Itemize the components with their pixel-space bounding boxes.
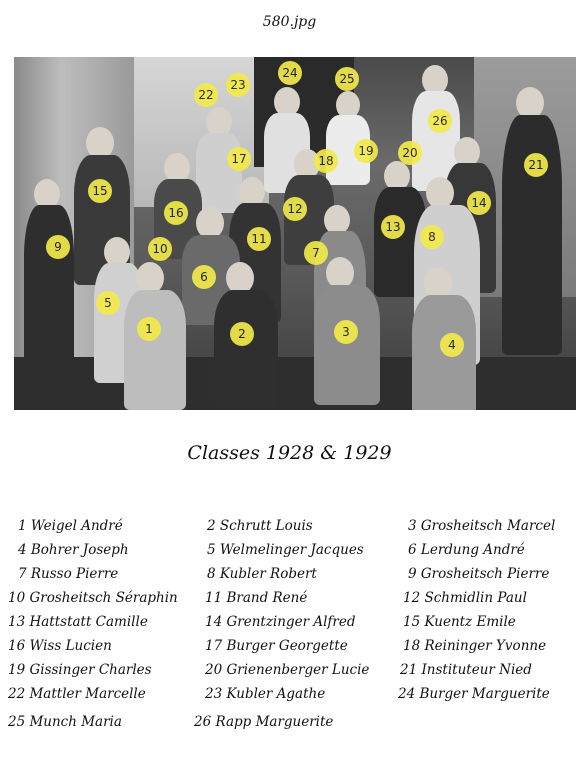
- person-number-badge: 5: [96, 291, 120, 315]
- legend-entry: 18 Reininger Yvonne: [403, 638, 547, 654]
- legend-entry: 26 Rapp Marguerite: [194, 714, 334, 730]
- person-number-badge: 10: [148, 237, 172, 261]
- legend-entry: 11 Brand René: [205, 590, 308, 606]
- legend-entry: 16 Wiss Lucien: [8, 638, 112, 654]
- legend-entry: 3 Grosheitsch Marcel: [408, 518, 556, 534]
- person-number-badge: 4: [440, 333, 464, 357]
- class-photo: [14, 57, 576, 410]
- person-number-badge: 3: [334, 320, 358, 344]
- person-number-badge: 25: [335, 67, 359, 91]
- legend-entry: 10 Grosheitsch Séraphin: [8, 590, 178, 606]
- person-number-badge: 8: [420, 225, 444, 249]
- legend-entry: 17 Burger Georgette: [205, 638, 348, 654]
- legend-entry: 13 Hattstatt Camille: [8, 614, 148, 630]
- person-number-badge: 18: [314, 149, 338, 173]
- legend-entry: 8 Kubler Robert: [207, 566, 317, 582]
- legend-entry: 14 Grentzinger Alfred: [205, 614, 356, 630]
- legend-entry: 4 Bohrer Joseph: [18, 542, 129, 558]
- person-number-badge: 15: [88, 179, 112, 203]
- legend-entry: 12 Schmidlin Paul: [403, 590, 527, 606]
- legend-entry: 6 Lerdung André: [408, 542, 525, 558]
- filename-caption: 580.jpg: [262, 14, 317, 30]
- page-title: Classes 1928 & 1929: [187, 442, 392, 464]
- legend-entry: 1 Weigel André: [18, 518, 123, 534]
- legend-entry: 7 Russo Pierre: [18, 566, 119, 582]
- person-number-badge: 19: [354, 139, 378, 163]
- person-number-badge: 2: [230, 322, 254, 346]
- person-number-badge: 13: [381, 215, 405, 239]
- legend-entry: 20 Grienenberger Lucie: [205, 662, 370, 678]
- person-number-badge: 20: [398, 141, 422, 165]
- person-number-badge: 22: [194, 83, 218, 107]
- legend-entry: 19 Gissinger Charles: [8, 662, 152, 678]
- person-number-badge: 6: [192, 265, 216, 289]
- person-number-badge: 7: [304, 241, 328, 265]
- person-number-badge: 26: [428, 109, 452, 133]
- legend-entry: 9 Grosheitsch Pierre: [408, 566, 550, 582]
- person-number-badge: 12: [283, 197, 307, 221]
- person-number-badge: 23: [226, 73, 250, 97]
- person-number-badge: 11: [247, 227, 271, 251]
- person-number-badge: 16: [164, 201, 188, 225]
- legend-entry: 15 Kuentz Emile: [403, 614, 516, 630]
- legend-entry: 25 Munch Maria: [8, 714, 122, 730]
- legend-entry: 21 Instituteur Nied: [400, 662, 532, 678]
- person-number-badge: 9: [46, 235, 70, 259]
- legend-entry: 24 Burger Marguerite: [398, 686, 550, 702]
- legend-entry: 22 Mattler Marcelle: [8, 686, 146, 702]
- legend-entry: 23 Kubler Agathe: [205, 686, 326, 702]
- person-number-badge: 21: [524, 153, 548, 177]
- person-number-badge: 14: [467, 191, 491, 215]
- legend-entry: 5 Welmelinger Jacques: [207, 542, 364, 558]
- person-number-badge: 17: [227, 147, 251, 171]
- person-number-badge: 1: [137, 317, 161, 341]
- person-number-badge: 24: [278, 61, 302, 85]
- legend-entry: 2 Schrutt Louis: [207, 518, 313, 534]
